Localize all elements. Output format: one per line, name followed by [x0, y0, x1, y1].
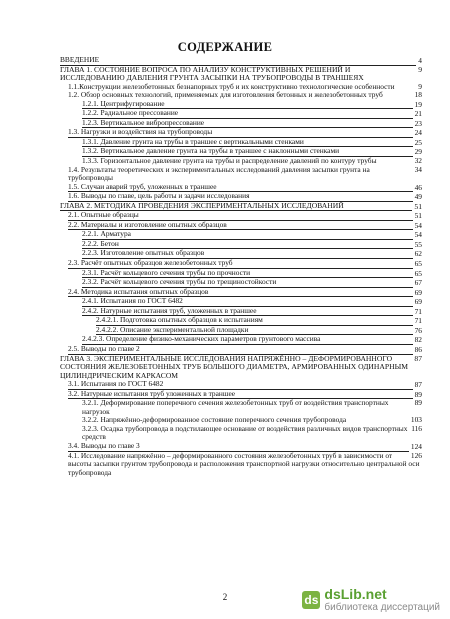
toc-entry [60, 100, 422, 110]
toc-entry-page: 126 [410, 450, 422, 460]
toc-entry [60, 166, 422, 183]
toc-entry-page: 71 [414, 316, 422, 326]
watermark-brand: dsLib.net [324, 586, 387, 602]
toc-entry-title: 1.3.3. Горизонтальное давление грунта на трубы и распределение давлений по контуру трубы [82, 156, 377, 166]
toc-entry [60, 425, 422, 442]
watermark [302, 586, 440, 613]
toc-entry-page: 23 [414, 118, 422, 128]
toc-entry [60, 307, 422, 317]
toc-entry-page: 54 [414, 230, 422, 240]
toc-entry-page: 9 [418, 81, 422, 91]
toc-entry-page: 62 [414, 249, 422, 259]
toc-entry-page: 89 [414, 398, 422, 408]
toc-entry-page: 76 [414, 325, 422, 335]
toc-entry-title: 1.2.2. Радиальное прессование [82, 109, 413, 119]
toc-entry-page: 124 [410, 441, 422, 451]
toc-entry-title: ГЛАВА 1. СОСТОЯНИЕ ВОПРОСА ПО АНАЛИЗУ КОНСТРУКТИВНЫХ РЕШЕНИЙ И ИССЛЕДОВАНИЮ ДАВЛЕНИЯ ГРУНТА ЗАСЫПКИ НА ТРУБОПРОВОДЫ В ТРАНШЕЯХ [60, 64, 364, 83]
table-of-contents [60, 56, 422, 477]
toc-entry-title: ВВЕДЕНИЕ [60, 56, 416, 66]
toc-entry-title: 2.2.2. Бетон [82, 240, 413, 250]
toc-entry-title: 1.2. Обзор основных технологий, применяемых для изготовления бетонных и железобетонных труб [68, 90, 383, 100]
toc-entry-title: 2.4. Методика испытания опытных образцов [68, 288, 413, 298]
toc-entry [60, 259, 422, 269]
toc-entry-page: 19 [414, 99, 422, 109]
toc-entry [60, 128, 422, 138]
toc-entry-title: 1.5. Случаи аварий труб, уложенных в траншее [68, 183, 413, 193]
toc-entry-page: 86 [414, 344, 422, 354]
toc-entry-title: 2.3.1. Расчёт кольцевого сечения трубы по прочности [82, 269, 413, 279]
page-number: 2 [222, 592, 228, 602]
toc-entry [60, 249, 422, 259]
toc-entry-title: 2.4.2. Натурные испытания труб, уложенных в траншее [82, 307, 413, 317]
toc-entry-title: 2.4.2.2. Описание экспериментальной площадки [96, 326, 413, 336]
toc-entry-title: 1.3.2. Вертикальное давление грунта на трубы в траншее с наклонными стенками [82, 147, 413, 157]
toc-entry-page: 51 [414, 201, 422, 211]
toc-entry-page: 46 [414, 182, 422, 192]
toc-entry-page: 54 [414, 220, 422, 230]
toc-entry [60, 326, 422, 336]
toc-entry-title: 2.2.1. Арматура [82, 230, 413, 240]
toc-entry-page: 34 [414, 164, 422, 174]
toc-entry-page: 71 [414, 306, 422, 316]
toc-entry-page: 65 [414, 268, 422, 278]
toc-entry [60, 269, 422, 279]
toc-entry-title: 1.6. Выводы по главе, цель работы и задачи исследования [68, 192, 413, 202]
watermark-subtitle: библиотека диссертаций [324, 602, 440, 613]
toc-entry-page: 4 [418, 56, 422, 65]
toc-entry-title: 2.4.2.1. Подготовка опытных образцов к испытаниям [96, 316, 413, 326]
toc-entry [60, 211, 422, 221]
toc-entry-title: 3.2.3. Осадка трубопровода в подстилающее основание от воздействия различных видов транспортных средств [82, 423, 408, 442]
page-title: СОДЕРЖАНИЕ [177, 40, 273, 54]
toc-entry-page: 51 [414, 211, 422, 221]
toc-entry-page: 24 [414, 128, 422, 138]
toc-entry-title: 2.4.1. Испытания по ГОСТ 6482 [82, 297, 413, 307]
toc-entry-page: 69 [414, 287, 422, 297]
toc-entry-title: ГЛАВА 3. ЭКСПЕРИМЕНТАЛЬНЫЕ ИССЛЕДОВАНИЯ НАПРЯЖЁННО – ДЕФОРМИРОВАННОГО СОСТОЯНИЯ ЖЕЛЕЗОБЕТОННЫХ ТРУБ БОЛЬШОГО ДИАМЕТРА, АРМИРОВАННЫХ ОДИНАРНЫМ ЦИЛИНДРИЧЕСКИМ КАРКАСОМ [60, 353, 408, 380]
toc-entry [60, 66, 422, 83]
toc-entry-page: 87 [414, 353, 422, 363]
toc-entry-title: 2.3.2. Расчёт кольцевого сечения трубы по трещиностойкости [82, 278, 413, 288]
toc-entry [60, 109, 422, 119]
toc-entry [60, 335, 422, 345]
toc-entry-title: 1.2.3. Вертикальное вибропрессование [82, 119, 413, 129]
toc-entry [60, 119, 422, 129]
toc-entry-title: 3.1. Испытания по ГОСТ 6482 [68, 380, 413, 390]
toc-entry-title: 3.4. Выводы по главе 3 [68, 442, 409, 452]
toc-entry [60, 316, 422, 326]
toc-entry [60, 192, 422, 202]
toc-entry-title: 2.1. Опытные образцы [68, 211, 413, 221]
toc-entry-title: 1.3. Нагрузки и воздействия на трубопроводы [68, 128, 413, 138]
toc-entry [60, 288, 422, 298]
toc-entry [60, 355, 422, 381]
toc-entry-title: 1.3.1. Давление грунта на трубы в траншее с вертикальными стенками [82, 138, 413, 148]
toc-entry-page: 89 [414, 389, 422, 399]
toc-entry-title: 1.2.1. Центрифугирование [82, 100, 413, 110]
toc-entry-title: ГЛАВА 2. МЕТОДИКА ПРОВЕДЕНИЯ ЭКСПЕРИМЕНТАЛЬНЫХ ИССЛЕДОВАНИЙ [60, 202, 412, 212]
toc-entry [60, 240, 422, 250]
toc-entry-page: 69 [414, 297, 422, 307]
toc-entry-title: 3.2.1. Деформирование поперечного сечения железобетонных труб от воздействия транспортных нагрузок [82, 398, 389, 416]
toc-entry-page: 87 [414, 380, 422, 390]
toc-entry-title: 3.2.2. Напряжённо-деформированное состояние поперечного сечения трубопровода [82, 415, 347, 425]
toc-entry-page: 9 [418, 64, 422, 74]
toc-entry-title: 1.4. Результаты теоретических и экспериментальных исследований давления засыпки грунта на трубопроводы [68, 164, 370, 183]
toc-entry-page: 21 [414, 109, 422, 119]
toc-entry [60, 91, 422, 100]
dslib-logo-icon: ds [304, 592, 319, 607]
toc-entry [60, 221, 422, 231]
toc-entry [60, 297, 422, 307]
toc-entry [60, 138, 422, 148]
toc-entry-page: 25 [414, 137, 422, 147]
toc-entry-page: 103 [410, 415, 422, 425]
toc-entry-page: 82 [414, 335, 422, 345]
toc-entry [60, 230, 422, 240]
toc-entry-page: 32 [414, 156, 422, 166]
toc-entry [60, 399, 422, 416]
toc-entry-page: 29 [414, 147, 422, 157]
toc-entry [60, 202, 422, 212]
toc-entry-page: 49 [414, 192, 422, 202]
toc-entry-title: 2.2. Материалы и изготовление опытных образцов [68, 221, 413, 231]
toc-entry [60, 380, 422, 390]
toc-entry-page: 18 [414, 90, 422, 100]
toc-entry-title: 3.2. Натурные испытания труб уложенных в траншее [68, 390, 413, 400]
toc-entry-page: 55 [414, 239, 422, 249]
toc-entry-title: 2.4.2.3. Определение физико-механических параметров грунтового массива [82, 335, 413, 345]
toc-entry-page: 65 [414, 259, 422, 269]
toc-entry [60, 183, 422, 193]
toc-entry-title: 1.1.Конструкции железобетонных безнапорных труб и их конструктивно технологические особенности [68, 81, 395, 91]
toc-entry-title: 2.2.3. Изготовление опытных образцов [82, 249, 413, 259]
toc-entry-title: 4.1. Исследование напряжённо – деформированного состояния железобетонных труб в зависимости от высоты засыпки грунтом трубопровода и расположения транспортной нагрузки относительно центральной оси трубопровода [68, 450, 420, 477]
toc-entry-title: 2.5. Выводы по главе 2 [68, 345, 413, 355]
toc-entry-title: 2.3. Расчёт опытных образцов железобетонных труб [68, 259, 413, 269]
toc-entry [60, 278, 422, 288]
toc-entry-page: 116 [411, 423, 422, 433]
toc-entry-page: 67 [414, 278, 422, 288]
toc-entry [60, 452, 422, 478]
